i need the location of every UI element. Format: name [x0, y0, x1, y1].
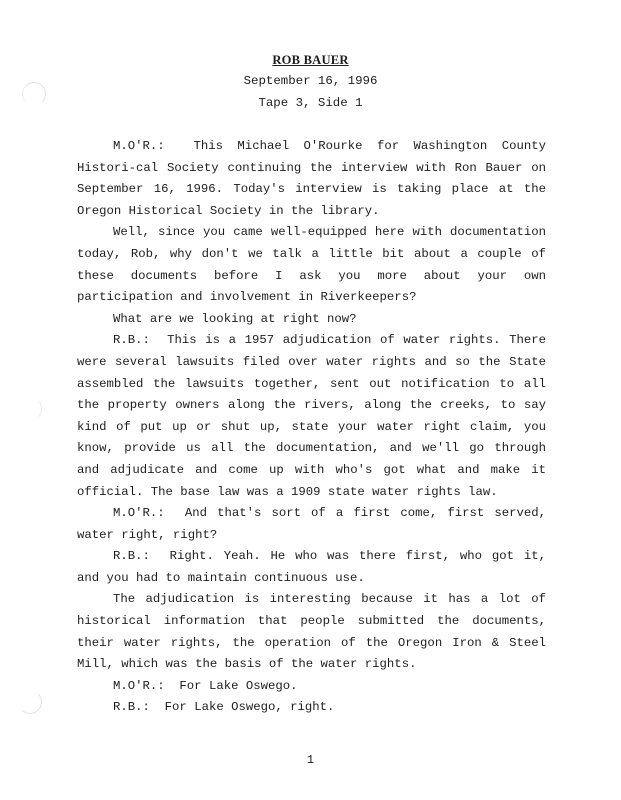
page-number: 1 — [306, 753, 315, 767]
paragraph-text: This Michael O'Rourke for Washington County Histori-cal Society continuing the interview with Ron Bauer on September 16, 1996. Today's interview is taking place at the Oregon Historical Society in the library. — [77, 139, 547, 218]
speaker-label: M.O'R.: — [113, 506, 165, 521]
interview-date: September 16, 1996 — [243, 74, 378, 88]
paragraph-text: For Lake Oswego, right. — [164, 700, 335, 715]
paragraph-text: What are we looking at right now? — [113, 311, 357, 326]
transcript-paragraph — [77, 309, 546, 331]
speaker-label: R.B.: — [113, 700, 150, 715]
transcript-paragraph — [77, 697, 546, 719]
paragraph-text: Well, since you came well-equipped here with documentation today, Rob, why don't we talk a little bit about a couple of these documents before I ask you more about your own participation and involvement in Riverkeepers? — [77, 225, 546, 305]
speaker-label: R.B.: — [113, 333, 150, 348]
speaker-label: M.O'R.: — [113, 678, 165, 693]
paragraph-text: The adjudication is interesting because it has a lot of historical information that people submitted the documents, their water rights, the operation of the Oregon Iron & Steel Mill, which was the basis of the water rights. — [77, 592, 546, 672]
paragraph-text: This is a 1957 adjudication of water rights. There were several lawsuits filed over water rights and so the State assembled the lawsuits together, sent out notification to all the property owners along the rivers, along the creeks, to say kind of put up or shut up, state your water right claim, you know, provide us all the documentation, and we'll go through and adjudicate and come up with who's got what and make it official. The base law was a 1909 state water rights law. — [77, 333, 546, 499]
speaker-label: R.B.: — [113, 549, 150, 564]
transcript-paragraph — [77, 546, 546, 589]
transcript-paragraph — [77, 330, 546, 503]
transcript-paragraph — [77, 589, 546, 675]
paragraph-text: Right. Yeah. He who was there first, who got it, and you had to maintain continuous use. — [77, 549, 546, 585]
transcript-body — [77, 136, 546, 719]
punch-hole-mark — [18, 690, 42, 714]
transcript-paragraph — [77, 676, 546, 698]
transcript-paragraph — [77, 136, 546, 222]
document-title: ROB BAUER — [272, 53, 349, 67]
tape-side: Tape 3, Side 1 — [258, 96, 363, 110]
paragraph-text: For Lake Oswego. — [179, 678, 298, 693]
transcript-paragraph — [77, 503, 546, 546]
speaker-label: M.O'R.: — [113, 139, 165, 153]
paragraph-text: And that's sort of a first come, first served, water right, right? — [77, 506, 546, 542]
transcript-paragraph — [77, 222, 546, 308]
punch-hole-mark — [18, 397, 42, 421]
